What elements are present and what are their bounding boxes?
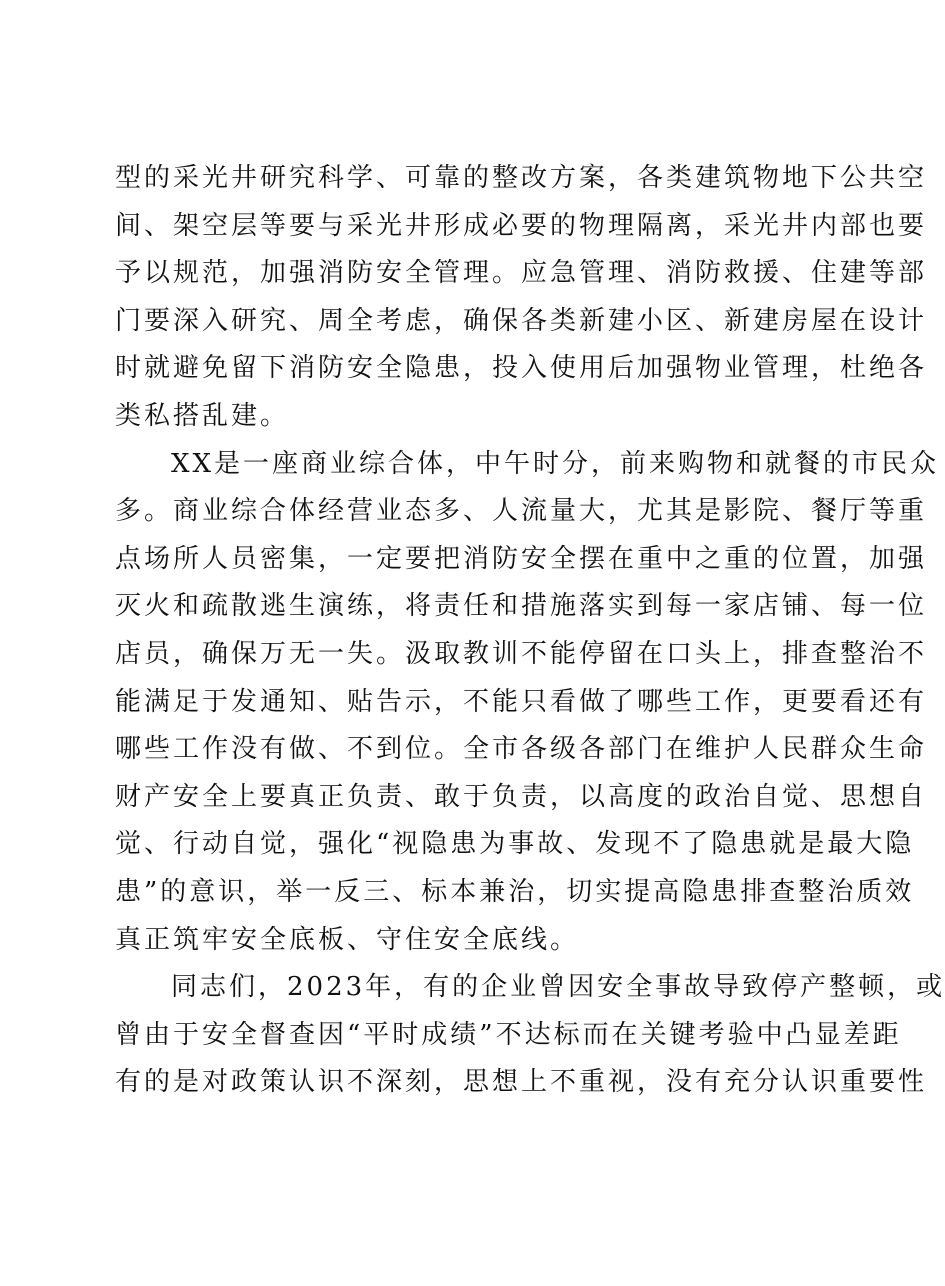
text-line: 有的是对政策认识不深刻，思想上不重视，没有充分认识重要性 xyxy=(115,1067,928,1098)
text-line: 予以规范，加强消防安全管理。应急管理、消防救援、住建等部 xyxy=(115,258,928,289)
paragraph-start-line: XX是一座商业综合体，中午时分，前来购物和就餐的市民众 xyxy=(171,448,940,479)
text-line: 灭火和疏散逃生演练，将责任和措施落实到每一家店铺、每一位 xyxy=(115,591,928,622)
text-line: 类私搭乱建。 xyxy=(115,400,290,431)
paragraph-start-line: 同志们，2023年，有的企业曾因安全事故导致停产整顿，或 xyxy=(171,972,945,1003)
text-line: 门要深入研究、周全考虑，确保各类新建小区、新建房屋在设计 xyxy=(115,305,928,336)
text-line: 能满足于发通知、贴告示，不能只看做了哪些工作，更要看还有 xyxy=(115,686,928,717)
text-line: 患”的意识，举一反三、标本兼治，切实提高隐患排查整治质效 xyxy=(115,876,915,907)
text-line: 哪些工作没有做、不到位。全市各级各部门在维护人民群众生命 xyxy=(115,734,928,765)
body-text xyxy=(115,155,945,1107)
text-line: 点场所人员密集，一定要把消防安全摆在重中之重的位置，加强 xyxy=(115,543,928,574)
text-line: 财产安全上要真正负责、敢于负责，以高度的政治自觉、思想自 xyxy=(115,781,928,812)
text-line: 曾由于安全督查因“平时成绩”不达标而在关键考验中凸显差距 xyxy=(115,1019,902,1050)
text-line: 间、架空层等要与采光井形成必要的物理隔离，采光井内部也要 xyxy=(115,210,928,241)
text-line: 多。商业综合体经营业态多、人流量大，尤其是影院、餐厅等重 xyxy=(115,496,928,527)
text-line: 型的采光井研究科学、可靠的整改方案，各类建筑物地下公共空 xyxy=(115,163,928,193)
text-line: 店员，确保万无一失。汲取教训不能停留在口头上，排查整治不 xyxy=(115,638,928,669)
text-line: 觉、行动自觉，强化“视隐患为事故、发现不了隐患就是最大隐 xyxy=(115,829,915,860)
text-line: 时就避免留下消防安全隐患，投入使用后加强物业管理，杜绝各 xyxy=(115,353,928,384)
text-line: 真正筑牢安全底板、守住安全底线。 xyxy=(115,924,580,955)
